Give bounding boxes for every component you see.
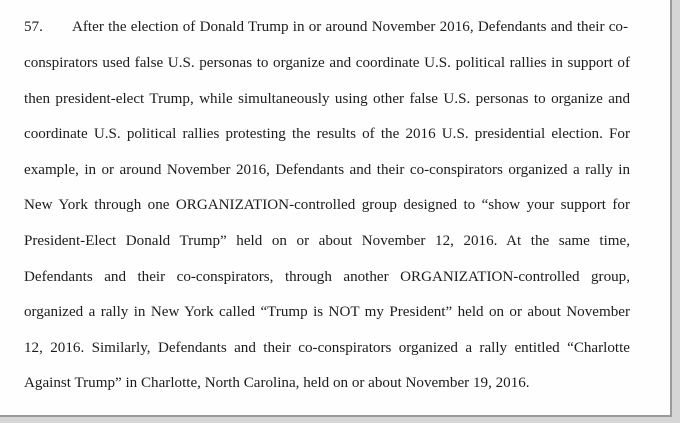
paragraph-line-6: New York through one ORGANIZATION-controlled group designed to “show your support for (24, 197, 630, 213)
paragraph-line-9: organized a rally in New York called “Trump is NOT my President” held on or about November (24, 304, 630, 320)
paragraph-line-11: Against Trump” in Charlotte, North Carolina, held on or about November 19, 2016. (24, 375, 530, 391)
paragraph-line-3: then president-elect Trump, while simultaneously using other false U.S. personas to organize and (24, 91, 630, 107)
paragraph-line-4: coordinate U.S. political rallies protesting the results of the 2016 U.S. presidential election. For (24, 126, 630, 142)
paragraph-number: 57. (24, 19, 43, 35)
paragraph-line-7: President-Elect Donald Trump” held on or about November 12, 2016. At the same time, (24, 233, 630, 249)
paragraph-line-10: 12, 2016. Similarly, Defendants and their co-conspirators organized a rally entitled “Charlotte (24, 340, 630, 356)
paragraph-line-1: After the election of Donald Trump in or around November 2016, Defendants and their co- (72, 19, 628, 35)
paragraph-line-2: conspirators used false U.S. personas to organize and coordinate U.S. political rallies in support of (24, 55, 630, 71)
paragraph-line-8: Defendants and their co-conspirators, through another ORGANIZATION-controlled group, (24, 269, 630, 285)
paragraph-line-5: example, in or around November 2016, Defendants and their co-conspirators organized a rally in (24, 162, 630, 178)
